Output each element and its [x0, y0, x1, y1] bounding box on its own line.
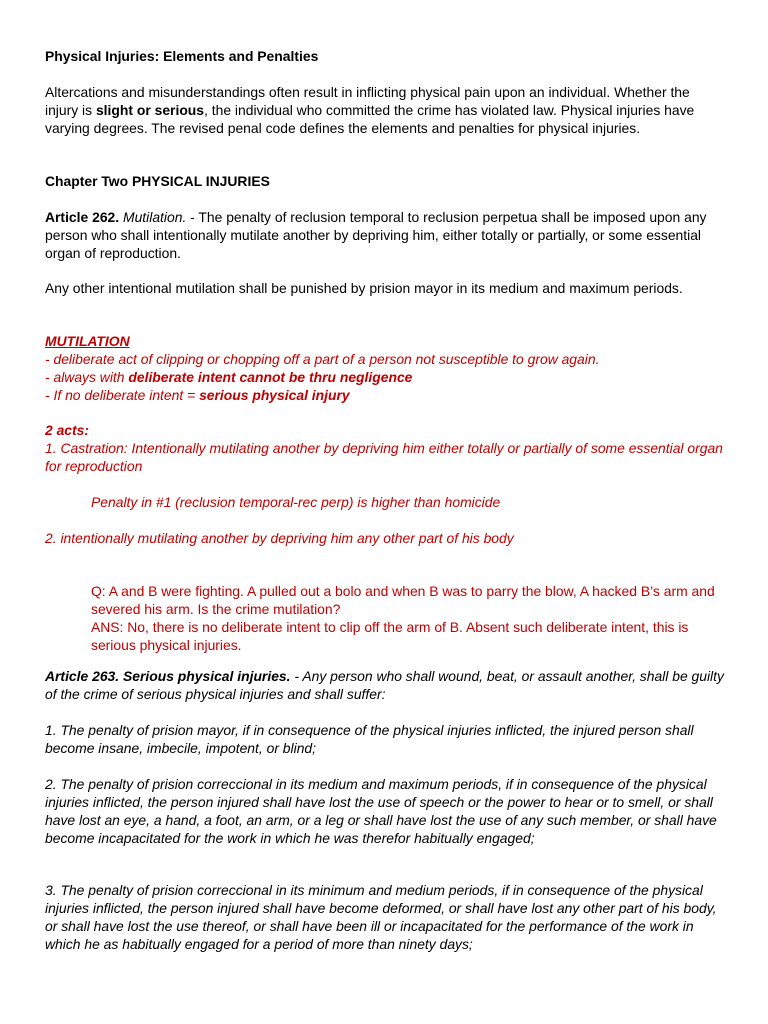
mutilation-heading: MUTILATION	[45, 333, 130, 349]
mutilation-note	[45, 332, 724, 404]
mutilation-line-1: - deliberate act of clipping or chopping off a part of a person not susceptible to grow again.	[45, 351, 600, 367]
mutilation-line-2	[45, 368, 724, 386]
mutilation-line-3	[45, 386, 724, 404]
mutilation-line-2-bold: deliberate intent cannot be thru negligence	[128, 369, 413, 385]
qa-question: Q: A and B were fighting. A pulled out a bolo and when B was to parry the blow, A hacked B’s arm and severed his arm. Is the crime mutilation?	[91, 583, 715, 617]
article-263-text: - Any person who shall wound, beat, or assault another, shall be guilty of the crime of serious physical injuries and shall suffer:	[45, 668, 724, 702]
intro-text-2: , the individual who committed the crime has violated law. Physical injuries have varying degrees. The revised penal code defines the elements and penalties for physical injuries.	[45, 102, 695, 136]
article-262-paragraph	[45, 208, 724, 262]
qa-answer: ANS: No, there is no deliberate intent to clip off the arm of B. Absent such deliberate intent, this is serious physical injuries.	[91, 619, 689, 653]
document-title: Physical Injuries: Elements and Penalties	[45, 48, 319, 64]
article-262-text: - The penalty of reclusion temporal to reclusion perpetua shall be imposed upon any person who shall intentionally mutilate another by depriving him, either totally or partially, or some essential organ of reproduction.	[45, 209, 707, 261]
article-263-item-3: 3. The penalty of prision correccional in its minimum and medium periods, if in consequence of the physical injuries inflicted, the person injured shall have become deformed, or shall have lost any other part of his body, or shall have lost the use thereof, or shall have been ill or incapacitated for the performance of the work in which he as habitually engaged for a period of more than ninety days;	[45, 882, 717, 952]
acts-penalty-note: Penalty in #1 (reclusion temporal-rec perp) is higher than homicide	[91, 494, 501, 510]
mutilation-line-3-bold: serious physical injury	[199, 387, 350, 403]
acts-heading: 2 acts:	[45, 422, 90, 438]
intro-paragraph	[45, 83, 724, 137]
acts-item-1: 1. Castration: Intentionally mutilating another by depriving him either totally or partially of some essential organ for reproduction	[45, 440, 723, 474]
article-263-item-1: 1. The penalty of prision mayor, if in consequence of the physical injuries inflicted, the injured person shall become insane, imbecile, impotent, or blind;	[45, 722, 694, 756]
qa-block	[91, 582, 724, 654]
article-263-label: Article 263. Serious physical injuries.	[45, 668, 291, 684]
mutilation-line-3-prefix: - If no deliberate intent =	[45, 387, 200, 403]
article-262-title: Mutilation.	[123, 209, 187, 225]
article-262-second-paragraph: Any other intentional mutilation shall be punished by prision mayor in its medium and maximum periods.	[45, 280, 683, 296]
mutilation-line-2-prefix: - always with	[45, 369, 129, 385]
acts-item-2: 2. intentionally mutilating another by depriving him any other part of his body	[45, 530, 514, 546]
chapter-heading: Chapter Two PHYSICAL INJURIES	[45, 173, 270, 189]
intro-text-1: Altercations and misunderstandings often result in inflicting physical pain upon an individual. Whether the injury is	[45, 84, 690, 118]
article-263-item-2: 2. The penalty of prision correccional in its medium and maximum periods, if in consequence of the physical injuries inflicted, the person injured shall have lost the use of speech or the power to hear or to smell, or shall have lost an eye, a hand, a foot, an arm, or a leg or shall have lost the use of any such member, or shall have become incapacitated for the work in which he was therefor habitually engaged;	[45, 776, 717, 846]
intro-bold: slight or serious	[95, 102, 205, 118]
article-263-paragraph	[45, 667, 724, 703]
article-262-label: Article 262.	[45, 209, 120, 225]
